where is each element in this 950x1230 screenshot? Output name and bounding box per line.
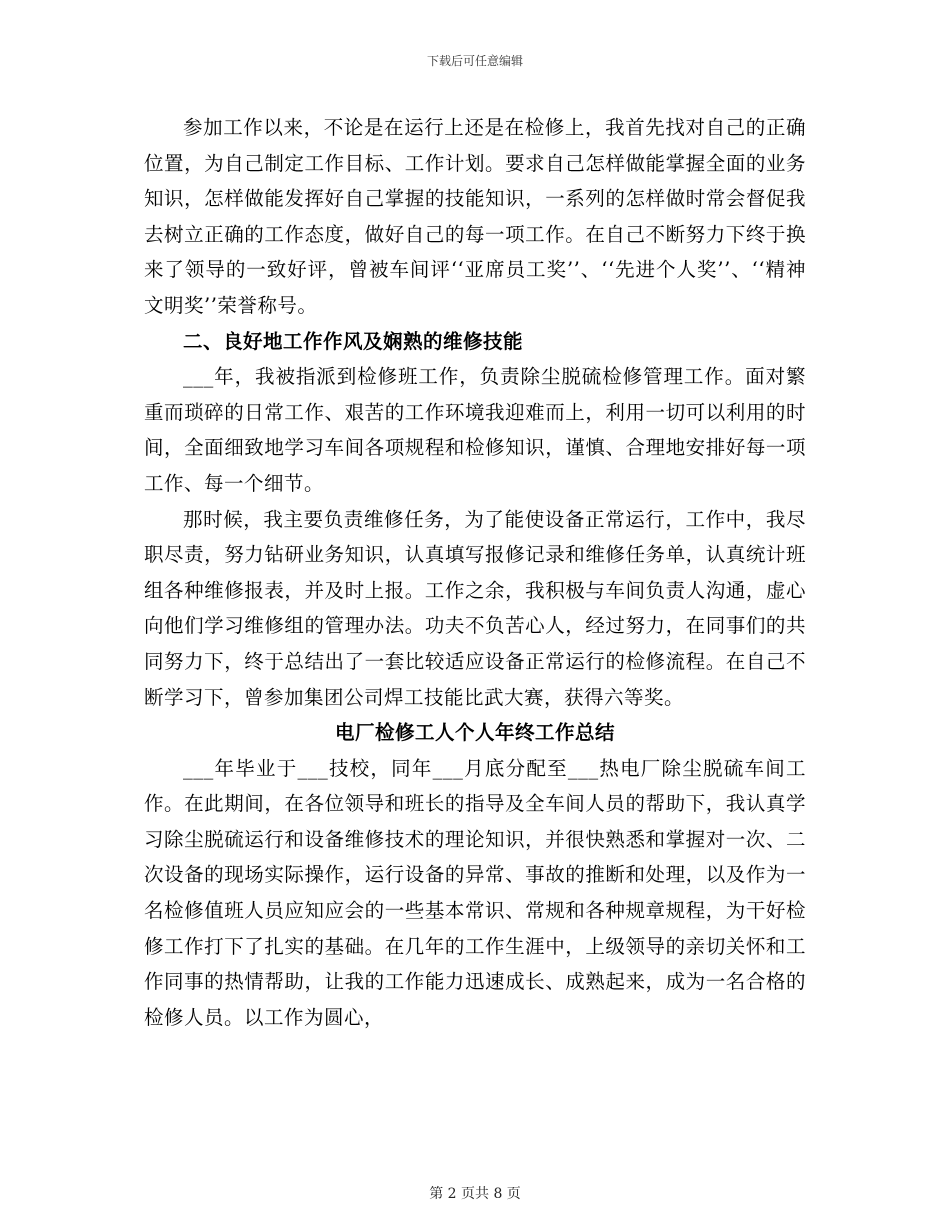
page-number-footer: 第 2 页共 8 页 (429, 1186, 521, 1202)
document-body (144, 110, 806, 1035)
paragraph-maintenance-duties: 那时候，我主要负责维修任务，为了能使设备正常运行，工作中，我尽职尽责，努力钻研业务知识，认真填写报修记录和维修任务单，认真统计班组各种维修报表，并及时上报。工作之余，我积极与车间负责人沟通，虚心向他们学习维修组的管理办法。功夫不负苦心人，经过努力，在同事们的共同努力下，终于总结出了一套比较适应设备正常运行的检修流程。在自己不断学习下，曾参加集团公司焊工技能比武大赛，获得六等奖。 (144, 507, 806, 709)
paragraph-maintenance-assignment: ___年，我被指派到检修班工作，负责除尘脱硫检修管理工作。面对繁重而琐碎的日常工作、艰苦的工作环境我迎难而上，利用一切可以利用的时间，全面细致地学习车间各项规程和检修知识，谨慎、合理地安排好每一项工作、每一个细节。 (144, 365, 806, 495)
paragraph-career-summary: ___年毕业于___技校，同年___月底分配至___热电厂除尘脱硫车间工作。在此期间，在各位领导和班长的指导及全车间人员的帮助下，我认真学习除尘脱硫运行和设备维修技术的理论知识，并很快熟悉和掌握对一次、二次设备的现场实际操作，运行设备的异常、事故的推断和处理，以及作为一名检修值班人员应知应会的一些基本常识、常规和各种规章规程，为干好检修工作打下了扎实的基础。在几年的工作生涯中，上级领导的亲切关怀和工作同事的热情帮助，让我的工作能力迅速成长、成熟起来，成为一名合格的检修人员。以工作为圆心， (144, 756, 806, 1029)
page-header: 下载后可任意编辑 (426, 54, 523, 68)
document-title: 电厂检修工人个人年终工作总结 (334, 721, 615, 745)
paragraph-work-attitude: 参加工作以来，不论是在运行上还是在检修上，我首先找对自己的正确位置，为自己制定工作目标、工作计划。要求自己怎样做能掌握全面的业务知识，怎样做能发挥好自己掌握的技能知识，一系列的怎样做时常会督促我去树立正确的工作态度，做好自己的每一项工作。在自己不断努力下终于换来了领导的一致好评，曾被车间评‘‘亚席员工奖’’、‘‘先进个人奖’’、‘‘精神文明奖’’荣誉称号。 (144, 116, 806, 317)
section-heading-2: 二、良好地工作作风及娴熟的维修技能 (183, 329, 524, 353)
